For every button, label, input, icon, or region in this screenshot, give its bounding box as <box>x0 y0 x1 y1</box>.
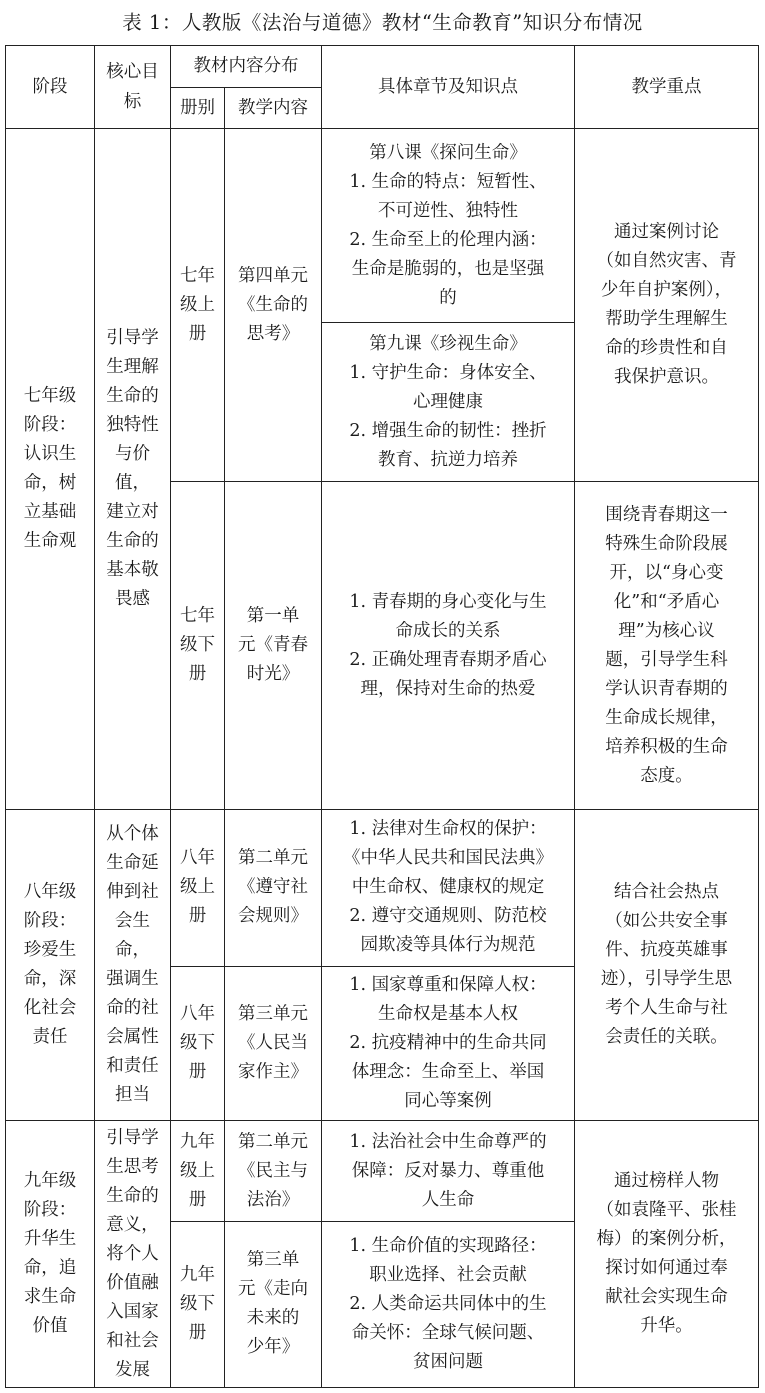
teaching-content-cell: 第三单 元《走向 未来的 少年》 <box>225 1221 322 1387</box>
chapter-cell: 第八课《探问生命》 1. 生命的特点：短暂性、 不可逆性、独特性 2. 生命至上的伦理内涵： 生命是脆弱的，也是坚强 的 <box>322 129 575 322</box>
chapter-cell: 1. 生命价值的实现路径： 职业选择、社会贡献 2. 人类命运共同体中的生 命关怀：全球气候问题、 贫困问题 <box>322 1221 575 1387</box>
chapter-cell: 1. 国家尊重和保障人权： 生命权是基本人权 2. 抗疫精神中的生命共同 体理念：生命至上、举国 同心等案例 <box>322 966 575 1121</box>
header-teaching-content: 教学内容 <box>225 87 322 129</box>
stage-cell: 九年级 阶段： 升华生 命，追 求生命 价值 <box>6 1121 95 1388</box>
table-row <box>6 810 759 967</box>
teaching-focus-cell: 围绕青春期这一 特殊生命阶段展 开，以“身心变 化”和“矛盾心 理”为核心议 题，引导学生科 学认识青春期的 生命成长规律， 培养积极的生命 态度。 <box>575 482 759 810</box>
teaching-focus-cell: 通过榜样人物 （如袁隆平、张桂 梅）的案例分析， 探讨如何通过奉 献社会实现生命 升华。 <box>575 1121 759 1388</box>
table-caption: 表 1：人教版《法治与道德》教材“生命教育”知识分布情况 <box>122 11 643 34</box>
header-stage: 阶段 <box>6 46 95 129</box>
chapter-cell: 1. 法治社会中生命尊严的 保障：反对暴力、尊重他 人生命 <box>322 1121 575 1222</box>
volume-cell: 七年 级下 册 <box>171 482 225 810</box>
chapter-cell: 第九课《珍视生命》 1. 守护生命：身体安全、 心理健康 2. 增强生命的韧性：挫折 教育、抗逆力培养 <box>322 322 575 482</box>
volume-cell: 九年 级上 册 <box>171 1121 225 1222</box>
table-row <box>6 1121 759 1222</box>
header-core-goal: 核心目 标 <box>95 46 171 129</box>
chapter-cell: 1. 法律对生命权的保护： 《中华人民共和国民法典》 中生命权、健康权的规定 2. 遵守交通规则、防范校 园欺凌等具体行为规范 <box>322 810 575 967</box>
teaching-focus-cell: 结合社会热点 （如公共安全事 件、抗疫英雄事 迹），引导学生思 考个人生命与社 会责任的关联。 <box>575 810 759 1121</box>
stage-cell: 八年级 阶段： 珍爱生 命，深 化社会 责任 <box>6 810 95 1121</box>
volume-cell: 九年 级下 册 <box>171 1221 225 1387</box>
header-volume: 册别 <box>171 87 225 129</box>
volume-cell: 八年 级下 册 <box>171 966 225 1121</box>
teaching-content-cell: 第一单 元《青春 时光》 <box>225 482 322 810</box>
core-goal-cell: 从个体 生命延 伸到社 会生命， 强调生 命的社 会属性 和责任 担当 <box>95 810 171 1121</box>
volume-cell: 八年 级上 册 <box>171 810 225 967</box>
teaching-content-cell: 第四单元 《生命的 思考》 <box>225 129 322 482</box>
header-teaching-focus: 教学重点 <box>575 46 759 129</box>
core-goal-cell: 引导学 生理解 生命的 独特性 与价值， 建立对 生命的 基本敬 畏感 <box>95 129 171 810</box>
table-row <box>6 129 759 322</box>
teaching-content-cell: 第二单元 《遵守社 会规则》 <box>225 810 322 967</box>
chapter-cell: 1. 青春期的身心变化与生 命成长的关系 2. 正确处理青春期矛盾心 理，保持对生命的热爱 <box>322 482 575 810</box>
teaching-content-cell: 第二单元 《民主与 法治》 <box>225 1121 322 1222</box>
stage-cell: 七年级 阶段： 认识生 命，树 立基础 生命观 <box>6 129 95 810</box>
core-goal-cell: 引导学 生思考 生命的 意义， 将个人 价值融 入国家 和社会 发展 <box>95 1121 171 1388</box>
header-chapter: 具体章节及知识点 <box>322 46 575 129</box>
teaching-focus-cell: 通过案例讨论 （如自然灾害、青 少年自护案例）， 帮助学生理解生 命的珍贵性和自 我保护意识。 <box>575 129 759 482</box>
teaching-content-cell: 第三单元 《人民当 家作主》 <box>225 966 322 1121</box>
volume-cell: 七年 级上 册 <box>171 129 225 482</box>
knowledge-distribution-table <box>5 45 759 1388</box>
header-content-distribution: 教材内容分布 <box>171 46 322 88</box>
